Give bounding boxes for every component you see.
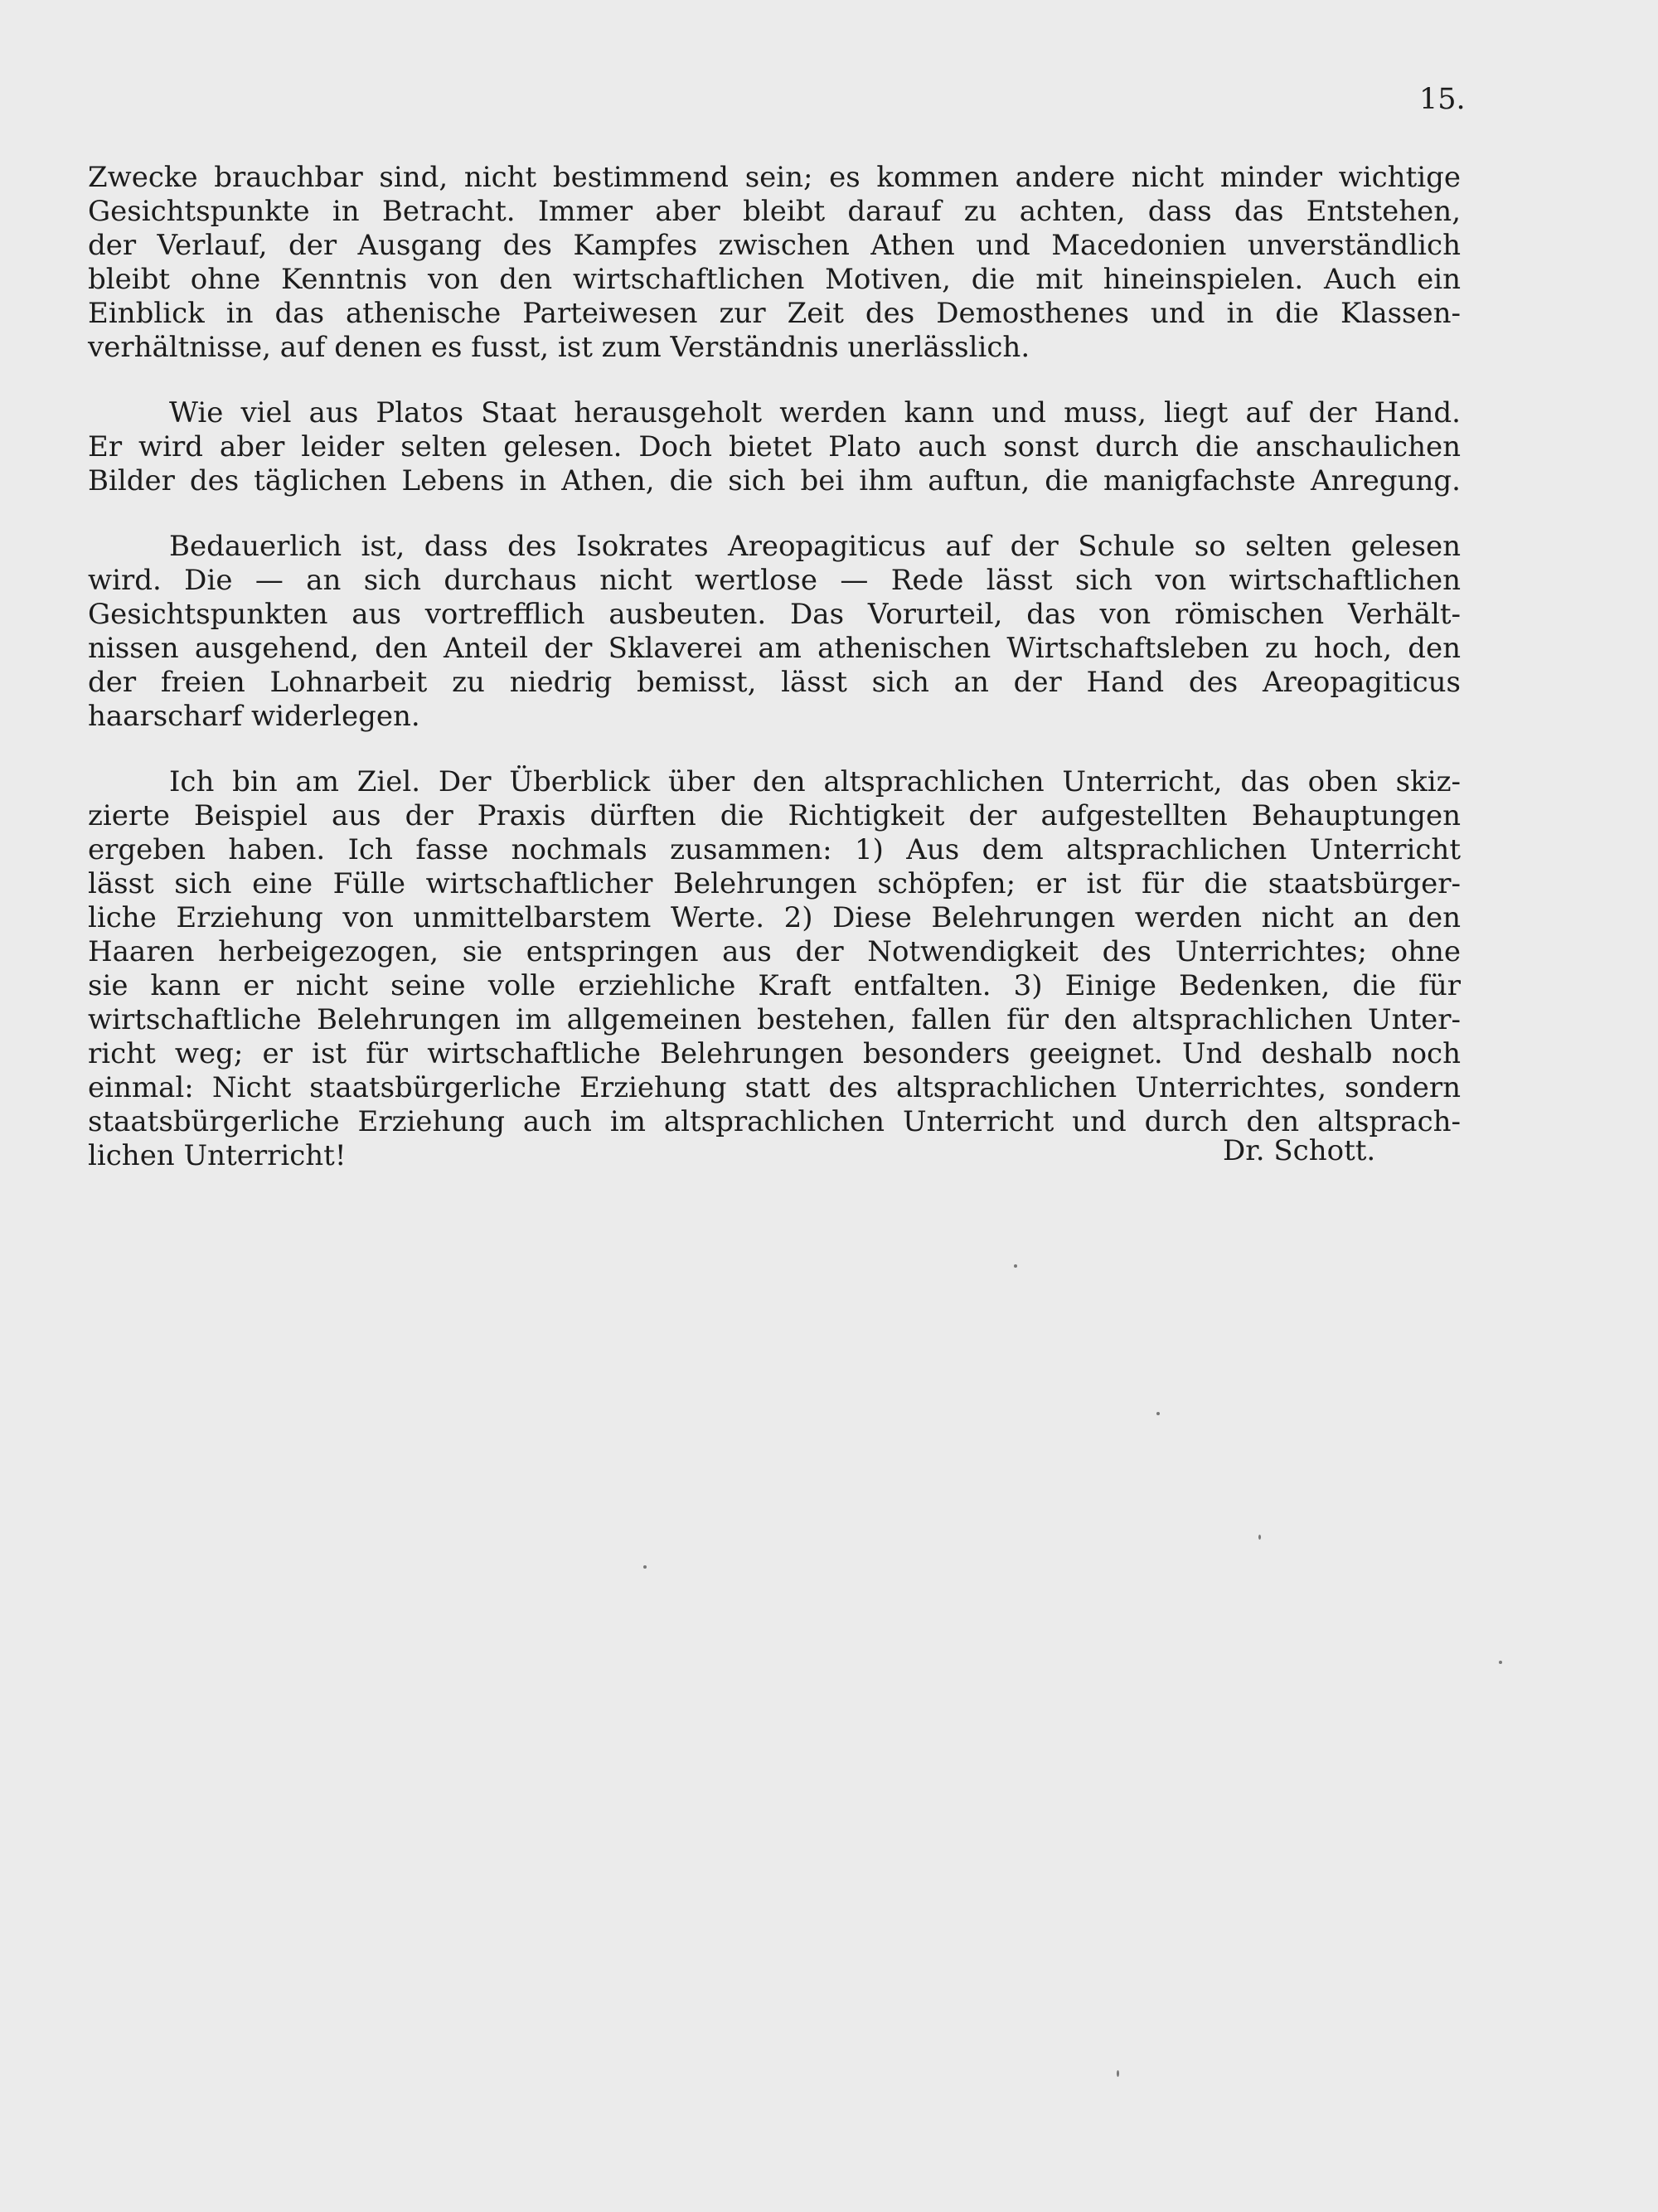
text-line: staatsbürgerliche Erziehung auch im altsprachlichen Unterricht und durch den altsprach-	[88, 1105, 1461, 1138]
scan-speck	[1014, 1264, 1017, 1268]
text-line: verhältnisse, auf denen es fusst, ist zum Verständnis unerlässlich.	[88, 331, 1030, 364]
text-line: Ich bin am Ziel. Der Überblick über den altsprachlichen Unterricht, das oben skiz-	[169, 765, 1461, 798]
text-line: Haaren herbeigezogen, sie entspringen aus der Notwendigkeit des Unterrichtes; ohne	[88, 935, 1461, 968]
text-line: Zwecke brauchbar sind, nicht bestimmend sein; es kommen andere nicht minder wichtige	[88, 161, 1461, 194]
text-line: einmal: Nicht staatsbürgerliche Erziehung statt des altsprachlichen Unterrichtes, sondern	[88, 1071, 1461, 1104]
text-line: bleibt ohne Kenntnis von den wirtschaftlichen Motiven, die mit hineinspielen. Auch ein	[88, 263, 1461, 296]
scan-speck	[643, 1565, 647, 1569]
text-line: ergeben haben. Ich fasse nochmals zusammen: 1) Aus dem altsprachlichen Unterricht	[88, 833, 1461, 866]
text-line: liche Erziehung von unmittelbarstem Werte. 2) Diese Belehrungen werden nicht an den	[88, 901, 1461, 934]
paragraph-4	[88, 765, 1461, 1173]
text-line: Bilder des täglichen Lebens in Athen, die sich bei ihm auftun, die manigfachste Anregung.	[88, 464, 1461, 497]
text-line: richt weg; er ist für wirtschaftliche Belehrungen besonders geeignet. Und deshalb noch	[88, 1037, 1461, 1070]
body-text	[88, 161, 1461, 1205]
text-line: Gesichtspunkten aus vortrefflich ausbeuten. Das Vorurteil, das von römischen Verhält-	[88, 598, 1461, 631]
text-line: Gesichtspunkte in Betracht. Immer aber bleibt darauf zu achten, dass das Entstehen,	[88, 195, 1461, 228]
text-line: Bedauerlich ist, dass des Isokrates Areopagiticus auf der Schule so selten gelesen	[169, 530, 1461, 563]
scan-speck	[1117, 2070, 1119, 2077]
scan-speck	[1258, 1535, 1261, 1540]
text-line: Er wird aber leider selten gelesen. Doch bietet Plato auch sonst durch die anschaulichen	[88, 430, 1461, 463]
text-line: der freien Lohnarbeit zu niedrig bemisst, lässt sich an der Hand des Areopagiticus	[88, 666, 1461, 699]
author-signature: Dr. Schott.	[1223, 1134, 1376, 1167]
text-line: sie kann er nicht seine volle erziehliche Kraft entfalten. 3) Einige Bedenken, die für	[88, 969, 1461, 1002]
page-number: 15.	[1419, 83, 1466, 116]
scan-speck	[1156, 1412, 1160, 1415]
text-line: lichen Unterricht!	[88, 1139, 347, 1172]
text-line: lässt sich eine Fülle wirtschaftlicher Belehrungen schöpfen; er ist für die staatsbürger-	[88, 867, 1461, 900]
scan-speck	[1499, 1661, 1502, 1664]
paragraph-2	[88, 396, 1461, 498]
text-line: wirtschaftliche Belehrungen im allgemeinen bestehen, fallen für den altsprachlichen Unter-	[88, 1003, 1461, 1036]
text-line: der Verlauf, der Ausgang des Kampfes zwischen Athen und Macedonien unverständlich	[88, 229, 1461, 262]
text-line: haarscharf widerlegen.	[88, 700, 420, 733]
text-line: zierte Beispiel aus der Praxis dürften die Richtigkeit der aufgestellten Behauptungen	[88, 799, 1461, 832]
text-line: Einblick in das athenische Parteiwesen zur Zeit des Demosthenes und in die Klassen-	[88, 297, 1461, 330]
text-line: wird. Die — an sich durchaus nicht wertlose — Rede lässt sich von wirtschaftlichen	[88, 564, 1461, 597]
paragraph-3	[88, 530, 1461, 734]
text-line: nissen ausgehend, den Anteil der Sklaverei am athenischen Wirtschaftsleben zu hoch, den	[88, 632, 1461, 665]
paragraph-1	[88, 161, 1461, 365]
text-line: Wie viel aus Platos Staat herausgeholt werden kann und muss, liegt auf der Hand.	[169, 396, 1461, 429]
